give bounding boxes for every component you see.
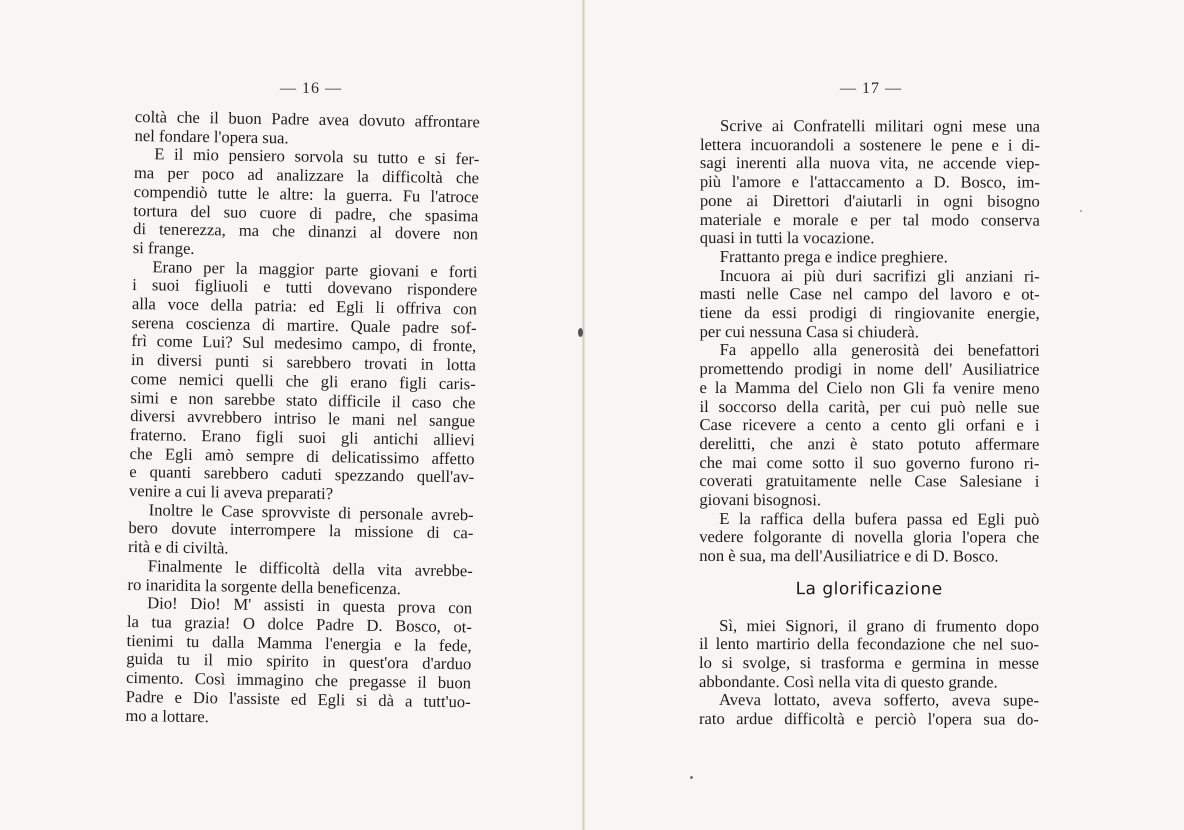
page-number: — 17 —: [840, 80, 902, 97]
left-page: [0, 0, 582, 830]
text-line: sagi inerenti alla nuova vita, ne accende viep-: [699, 153, 1040, 173]
text-line: bero dovute interrompere la missione di ca-: [128, 518, 474, 543]
text-line: ma per poco ad analizzare la difficoltà che: [133, 163, 480, 188]
text-line: Finalmente le difficoltà della vita avrebbe-: [147, 556, 473, 581]
text-line: vedere folgorante di novella gloria l'opera che: [699, 527, 1040, 548]
text-line: rato ardue difficoltà e perciò l'opera sua do-: [698, 709, 1039, 729]
text-line: materiale e morale e per tal modo conserva: [699, 209, 1040, 230]
text-line: derelitti, che anzi è stato potuto affermare: [699, 433, 1040, 454]
text-line: serena coscienza di martire. Quale padre sof-: [131, 312, 477, 338]
ink-speck: [1080, 210, 1082, 212]
text-line: simi e non sarebbe stato difficile il caso che: [130, 387, 476, 412]
text-line: lo si svolge, si trasforma e germina in messe: [699, 652, 1040, 673]
text-line: Fa appello alla generosità dei benefattori: [719, 340, 1040, 361]
text-line: Scrive ai Confratelli militari ogni mese una: [719, 116, 1041, 136]
text-line: che mai come sotto il suo governo furono ri-: [699, 452, 1040, 473]
text-line: più l'amore e l'attaccamento a D. Bosco, im-: [699, 172, 1040, 192]
text-line: alla voce della patria: ed Egli li offriva con: [131, 294, 478, 319]
text-line: i suoi figliuoli e tutti dovevano rispondere: [132, 275, 478, 300]
text-line: E il mio pensiero sorvola su tutto e si fer-: [154, 144, 480, 169]
text-line: promettendo prodigi in nome dell' Ausiliatrice: [699, 359, 1040, 379]
text-line: Incuora ai più duri sacrifizi gli anziani ri-: [719, 265, 1040, 286]
text-line: tienimi tu dalla Mamma l'energia e la fede,: [126, 630, 472, 656]
text-line: Sì, miei Signori, il grano di frumento dopo: [719, 615, 1040, 636]
text-line: si frange.: [132, 237, 195, 258]
text-line: che Egli amò sempre di delicatissimo affetto: [129, 443, 475, 469]
text-line: frì come Lui? Sul medesimo campo, di fronte,: [131, 331, 477, 356]
text-line: Frattanto prega e indice preghiere.: [719, 246, 948, 267]
text-line: E la raffica della bufera passa ed Egli può: [719, 508, 1040, 529]
text-line: come nemici quelli che gli erano figli caris-: [130, 368, 476, 394]
right-page-body: [699, 117, 1040, 729]
text-line: in diversi punti si sarebbero trovati in lotta: [130, 350, 477, 375]
text-line: mo a lottare.: [125, 705, 210, 726]
text-line: ro inaridita la sorgente della beneficenza.: [127, 574, 401, 598]
text-line: non è sua, ma dell'Ausiliatrice e di D. Bosco.: [699, 546, 999, 566]
page-number: — 16 —: [280, 80, 342, 97]
text-line: la tua grazia! O dolce Padre D. Bosco, ot-: [126, 611, 473, 637]
text-line: il soccorso della carità, per cui può nelle sue: [699, 396, 1040, 417]
text-line: fraterno. Erano figli suoi gli antichi allievi: [129, 424, 475, 450]
right-page: [585, 0, 1184, 830]
text-line: masti nelle Case nel campo del lavoro e ot-: [699, 284, 1040, 304]
text-line: per cui nessuna Casa si chiuderà.: [699, 321, 919, 342]
text-line: giovani bisognosi.: [699, 490, 822, 510]
text-line: quasi in tutti la vocazione.: [699, 228, 875, 248]
text-line: e quanti sarebbero caduti spezzando quell'av-: [129, 462, 475, 487]
text-line: Erano per la maggior parte giovani e forti: [152, 256, 478, 282]
text-line: Dio! Dio! M' assisti in questa prova con: [147, 593, 473, 618]
text-line: rità e di civiltà.: [127, 537, 229, 558]
text-line: compendiò tutte le altre: la guerra. Fu l'atroce: [133, 181, 479, 207]
ink-speck: [690, 776, 693, 779]
text-line: lettera incuorandoli a sostenere le pene e i di-: [699, 134, 1040, 155]
text-line: di tenerezza, ma che dinanzi al dovere non: [132, 219, 479, 244]
text-line: il lento martirio della fecondazione che nel suo-: [699, 634, 1040, 654]
text-line: Inoltre le Case sprovviste di personale avreb-: [148, 500, 474, 525]
section-heading: La glorificazione: [795, 579, 943, 600]
text-line: tortura del suo cuore di padre, che spasima: [133, 200, 479, 225]
text-line: venire a cui li aveva preparati?: [128, 481, 334, 504]
text-line: Padre e Dio l'assiste ed Egli si dà a tutt'uo-: [125, 686, 471, 712]
text-line: coltà che il buon Padre avea dovuto affrontare: [134, 107, 480, 132]
text-line: tiene da essi prodigi di ringiovanite energie,: [699, 303, 1040, 323]
ink-speck: [578, 328, 583, 337]
text-line: Aveva lottato, aveva sofferto, aveva supe-: [718, 690, 1039, 710]
text-line: diversi avvrebbero intriso le mani nel sangue: [130, 406, 476, 431]
text-line: abbondante. Così nella vita di questo grande.: [698, 671, 998, 692]
text-line: pone ai Direttori d'aiutarli in ogni bisogno: [699, 190, 1040, 211]
text-line: e la Mamma del Cielo non Gli fa venire meno: [699, 377, 1040, 398]
text-line: guida tu il mio spirito in quest'ora d'arduo: [126, 649, 472, 674]
left-page-body: [125, 108, 480, 731]
text-line: Case ricevere a cento a cento gli orfani e i: [699, 415, 1040, 435]
text-line: coverati gratuitamente nelle Case Salesiane i: [699, 471, 1040, 491]
text-line: cimento. Così immagino che pregasse il buon: [125, 668, 472, 693]
text-line: nel fondare l'opera sua.: [134, 125, 289, 148]
